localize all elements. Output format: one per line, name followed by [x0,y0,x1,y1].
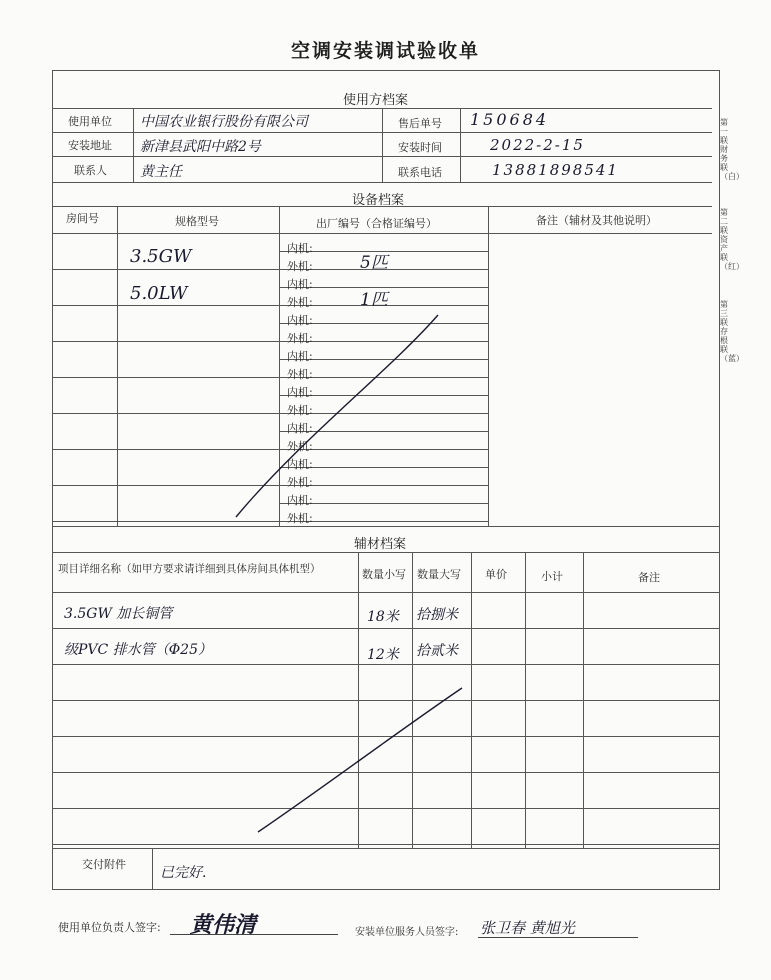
strike-line-materials [258,688,462,832]
user-sign-label: 使用单位负责人签字: [58,921,161,934]
material-qty-big-1: 拾捌米 [416,607,458,623]
service-no-value: 150684 [470,110,550,129]
section-materials-title: 辅材档案 [354,537,407,552]
contact-label: 联系人 [74,164,107,177]
contact-value: 黄主任 [140,164,182,180]
side-note-first: 第一联财务联（白） [720,118,744,181]
equipment-serial-1: 5匹 [360,253,388,273]
attachment-label: 交付附件 [82,858,126,871]
material-qty-big-2: 拾贰米 [416,643,458,659]
material-qty-small-2: 12米 [367,647,399,663]
indoor-unit-label: 内机: [287,422,313,435]
phone-label: 联系电话 [398,166,442,179]
indoor-unit-label: 内机: [287,386,313,399]
serial-header: 出厂编号（合格证编号） [316,217,437,230]
section-user-title: 使用方档案 [343,93,409,108]
service-no-label: 售后单号 [398,117,442,130]
installer-sign-label: 安装单位服务人员签字: [355,927,459,938]
outdoor-unit-label: 外机: [287,368,313,381]
model-header: 规格型号 [175,215,219,228]
indoor-unit-label: 内机: [287,494,313,507]
unit-label: 使用单位 [68,115,112,128]
outdoor-unit-label: 外机: [287,440,313,453]
section-equipment-title: 设备档案 [352,193,405,208]
outdoor-unit-label: 外机: [287,260,313,273]
install-time-label: 安装时间 [398,141,442,154]
outdoor-unit-label: 外机: [287,404,313,417]
install-time-value: 2022-2-15 [490,136,585,154]
outdoor-unit-label: 外机: [287,476,313,489]
form-title: 空调安装调试验收单 [290,40,480,62]
qty-small-header: 数量小写 [362,568,406,581]
note-header: 备注（辅材及其他说明） [536,214,657,227]
material-qty-small-1: 18米 [367,609,399,625]
material-item-1: 3.5GW 加长铜管 [64,606,173,622]
phone-value: 13881898541 [492,161,619,179]
equipment-model-1: 3.5GW [130,246,192,267]
attachment-value: 已完好. [160,865,207,881]
outdoor-unit-label: 外机: [287,296,313,309]
indoor-unit-label: 内机: [287,458,313,471]
equipment-model-2: 5.0LW [130,283,188,304]
side-note-second: 第二联资产联（红） [720,208,744,271]
room-header: 房间号 [66,212,99,225]
indoor-unit-label: 内机: [287,314,313,327]
outdoor-unit-label: 外机: [287,512,313,525]
qty-big-header: 数量大写 [417,568,461,581]
subtotal-header: 小计 [541,570,563,583]
unit-value: 中国农业银行股份有限公司 [140,114,308,130]
address-value: 新津县武阳中路2号 [140,139,261,155]
outdoor-unit-label: 外机: [287,332,313,345]
side-note-third: 第三联存根联（蓝） [720,300,744,363]
user-signature: 黄伟清 [190,912,257,938]
indoor-unit-label: 内机: [287,242,313,255]
installer-signature: 张卫春 黄旭光 [480,919,575,937]
indoor-unit-label: 内机: [287,350,313,363]
address-label: 安装地址 [68,139,112,152]
equipment-serial-2: 1匹 [360,290,388,310]
item-header: 项目详细名称（如甲方要求请详细到具体房间具体机型） [58,563,321,575]
price-header: 单价 [485,568,507,581]
materials-note-header: 备注 [638,571,660,584]
material-item-2: 级PVC 排水管（Φ25） [64,642,212,658]
strike-line-equipment [236,315,438,517]
indoor-unit-label: 内机: [287,278,313,291]
